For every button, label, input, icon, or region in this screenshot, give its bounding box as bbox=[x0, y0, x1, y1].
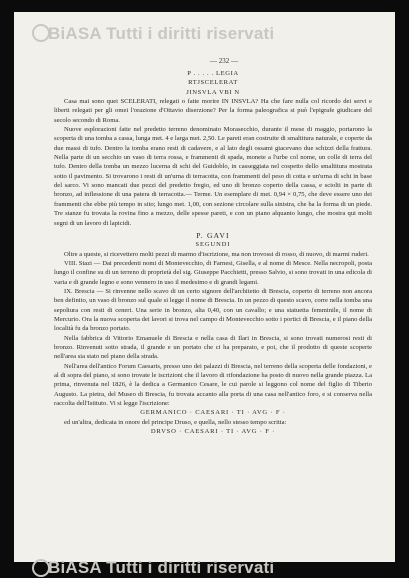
paragraph: Casa mai sono quei SCELERATI, relegati o fatte morire IN INSVLA? Ha che fare nulla col ricordo dei servi e liberti relegati per gli omei l'orazione d'Ottavio diserzione? Per la forma paleografica si può l'epigrafe giudicare del secolo secondo di Roma. bbox=[54, 98, 372, 124]
section-subheading: SEGUNDI bbox=[195, 241, 231, 249]
inscription-line: GERMANICO · CAESARI · TI · AVG · F · bbox=[140, 409, 286, 417]
watermark-top: BiASA Tutti i diritti riservati bbox=[48, 24, 275, 43]
section-heading: P. GAVI bbox=[196, 230, 230, 240]
paragraph: IX. Brescia — Si rinvenne nello scavo di un certo signore dell'architetto di Brescia, coperto di terreno non ancora ben definito, un vaso di bronzo sul quale si legge il nome di Brescia. In un pezzo di questo scavo, corre nella tomba una sepoltura con resti di ceneri. Una serie in bronzo, alta 0,40, con un cavallo; e una statuetta femminile, il nome di Mercurio. Ora la nuova scoperta dei lavori si trova nel campo di Montevecchio sotto i portici di Brescia, e il piano della località fu da bronzo portato. bbox=[54, 287, 372, 333]
paragraph: ed un'altra, dedicata in onore del principe Druso, e quella, nello stesso tempo scritta: bbox=[64, 418, 287, 426]
inscription-line: P . . . . . LEGIA bbox=[187, 70, 239, 77]
page-text bbox=[54, 69, 372, 436]
paragraph: Nella fabbrica di Vittorio Emanuele di Brescia e nella casa di Ilari in Brescia, si sono trovati numerosi resti di bronzo. Rinvenuti sotto strada, il grande e un portato che ci ha preparato, e poi, che il prodotto di queste scoperte nell'area sia stato nel piano della strada. bbox=[54, 334, 372, 361]
inscription-line: JINSVLA VBI N bbox=[186, 88, 240, 96]
page-number: — 232 — bbox=[210, 57, 238, 65]
watermark-bottom: BiASA Tutti i diritti riservati bbox=[48, 558, 275, 577]
inscription-line: DRVSO · CAESARI · TI · AVG · F · bbox=[150, 428, 276, 436]
paragraph: Nuove esplorazioni fatte nel predetto terreno denominato Morasecchio, durante il mese di maggio, portarono la scoperta di una tomba a cassa, lunga met. 4 e larga met. 2,50. Le pareti eran costruite di smaltitura naturale, e coperte da due massi di tufo. Dentro la tomba erano resti di cadavere, e al lato degli ossami giacevano due schizzi della frattura. Nella parte di un secchio un vaso di terra rossa, e frammenti di spada, monete a l'urbe col nome, un colle di terra del tufo. Dentro della tomba un mezzo lucerna di schi del Guidoblo, in casseggiata nel cospetto dello smaltitura mostrata sotto il pavimento. Si trovarono i resti di un'urna di terracotta, con frammenti del peso di cotta e un'urna di schi in base del sarco. Vi sono mancati due pezzi del predetto fregio, ed uno di bronzo coperto della cassa, e sciolti in parte di bronzo, ad inflessione di una patera di terracotta.— Terme. Un esemplare di met. 0,94 × 0,75, che deve essere uno dei frammenti che ebbe più tempo in sito; lungo met. 1,00, con sezione circolare sulla sinistra, che ha la forma di un piede. Tre stanze fu trovata la rovina fino a mezzo, delle spesse pareti, e con un piano alquanto lungo, che mostra qui molti segni di un lavoro di lapicidi. bbox=[54, 126, 372, 227]
paragraph: Nell'area dell'antico Forum Caesaris, presso uno dei palazzi di Brescia, nel terreno della scoperta delle fondazioni, e al di sopra del piano, si sono trovate le iscrizioni che il lavoro di rifondazione ha posto di nuovo nella grande piazza. La prima, rinvenuta nel 1826, è la dedica a Germanico Cesare, le cui parole si leggono col nome del figlio di Tiberio Augusto. La pietra, del Museo di Brescia, fu trovata accanto alla porta di una casa nell'antico foro, e si conserva nella raccolta dell'Istituto. Vi si legge l'iscrizione: bbox=[54, 362, 372, 408]
document-page bbox=[14, 12, 395, 577]
inscription-line: RTJSCELERAT bbox=[188, 79, 238, 87]
paragraph: VIII. Stazi — Dai precedenti nomi di Montevecchio, di Farnesi, Gisella, e al nome di Mesce. Nella necropoli, posta lungo il confine su di un terreno di proprietà del sig. Giuseppe Pacchietti, presso Salvio, si sono trovati in una edicola di varia e di grande legno e sono vennero in uso il medesimo e di grandi legami. bbox=[54, 259, 372, 286]
paragraph: Oltre a queste, si ricevettero molti pezzi di marmo d'iscrizione, ma non trovossi di rosso, di nuovo, di marmi ruderi. bbox=[64, 250, 369, 258]
